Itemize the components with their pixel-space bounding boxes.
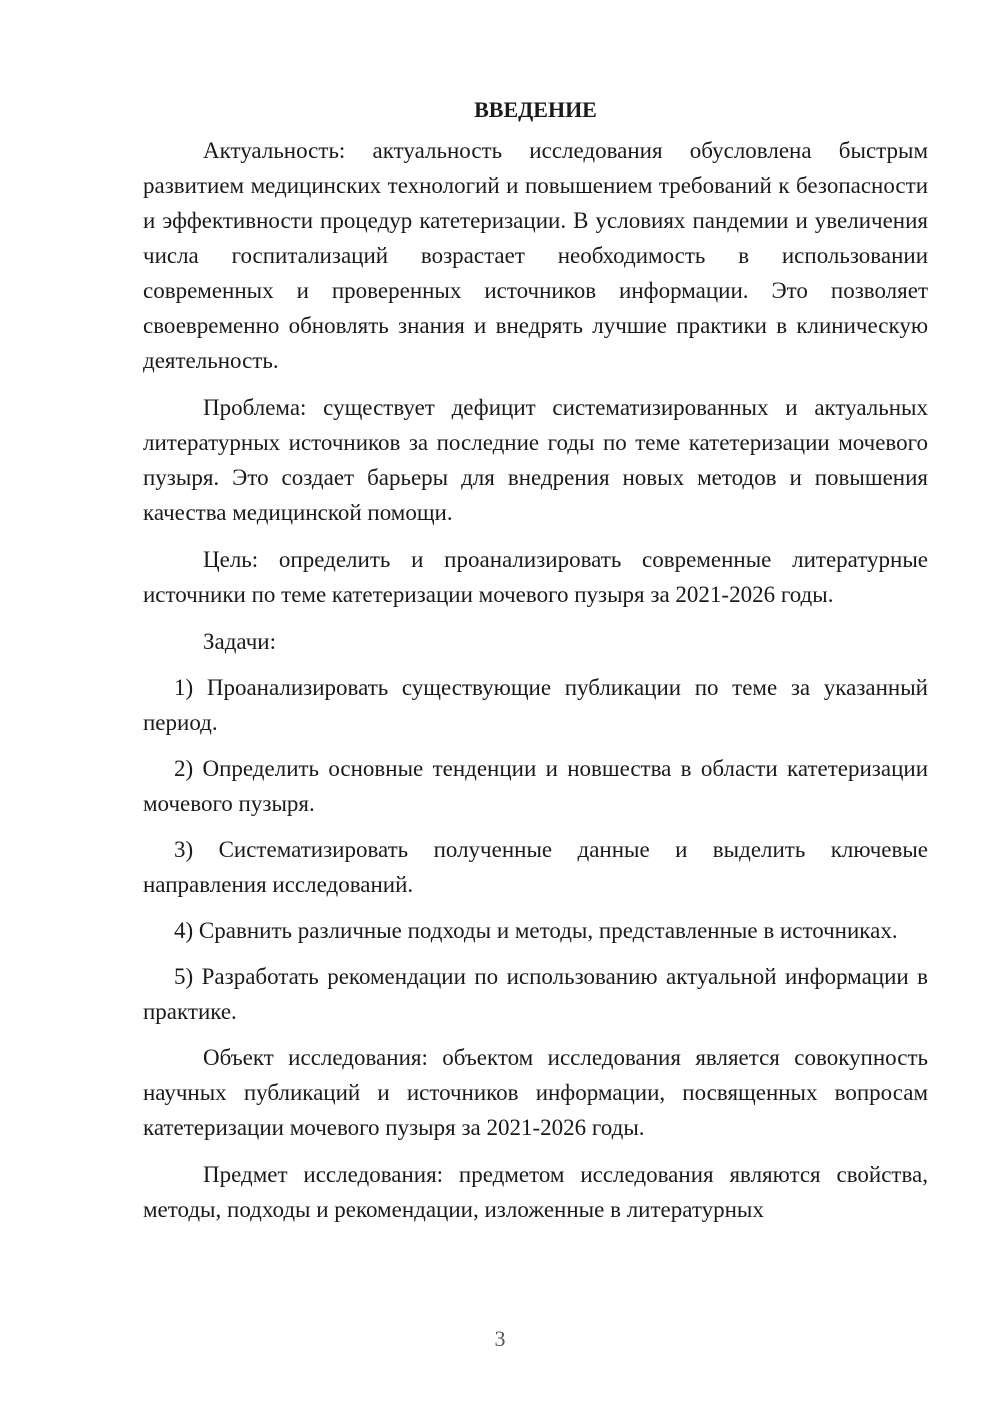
task-item-1 (143, 670, 928, 740)
task-number: 5) (174, 964, 194, 989)
task-text: Систематизировать полученные данные и выделить ключевые направления исследований. (143, 837, 929, 897)
paragraph-goal: Цель: определить и проанализировать современные литературные источники по теме катетеризации мочевого пузыря за 2021-2026 годы. (143, 547, 928, 607)
task-number: 1) (174, 675, 194, 700)
paragraph-problem: Проблема: существует дефицит систематизированных и актуальных литературных источников за последние годы по теме катетеризации мочевого пузыря. Это создает барьеры для внедрения новых методов и повышения качества медицинской помощи. (143, 395, 928, 525)
tasks-header: Задачи: (203, 629, 276, 654)
task-text: Определить основные тенденции и новшества в области катетеризации мочевого пузыря. (143, 756, 929, 816)
task-item-2 (143, 751, 928, 821)
task-item-3 (143, 832, 928, 902)
task-number: 3) (174, 837, 194, 862)
page-content (143, 92, 928, 1239)
paragraph-object: Объект исследования: объектом исследования является совокупность научных публикаций и источников информации, посвященных вопросам катетеризации мочевого пузыря за 2021-2026 годы. (143, 1045, 928, 1140)
page-number: 3 (494, 1326, 506, 1351)
task-number: 2) (174, 756, 194, 781)
task-text: Разработать рекомендации по использованию актуальной информации в практике. (143, 964, 928, 1024)
paragraph-relevance: Актуальность: актуальность исследования обусловлена быстрым развитием медицинских технологий и повышением требований к безопасности и эффективности процедур катетеризации. В условиях пандемии и увеличения числа госпитализаций возрастает необходимость в использовании современных и проверенных источников информации. Это позволяет своевременно обновлять знания и внедрять лучшие практики в клиническую деятельность. (143, 138, 928, 373)
task-text: Проанализировать существующие публикации по теме за указанный период. (143, 675, 928, 735)
task-item-5 (143, 959, 928, 1029)
section-title: ВВЕДЕНИЕ (474, 97, 597, 122)
paragraph-subject: Предмет исследования: предметом исследования являются свойства, методы, подходы и рекомендации, изложенные в литературных (143, 1162, 928, 1222)
task-text: Сравнить различные подходы и методы, представленные в источниках. (198, 918, 898, 943)
task-number: 4) (174, 918, 194, 943)
task-item-4 (143, 913, 928, 948)
